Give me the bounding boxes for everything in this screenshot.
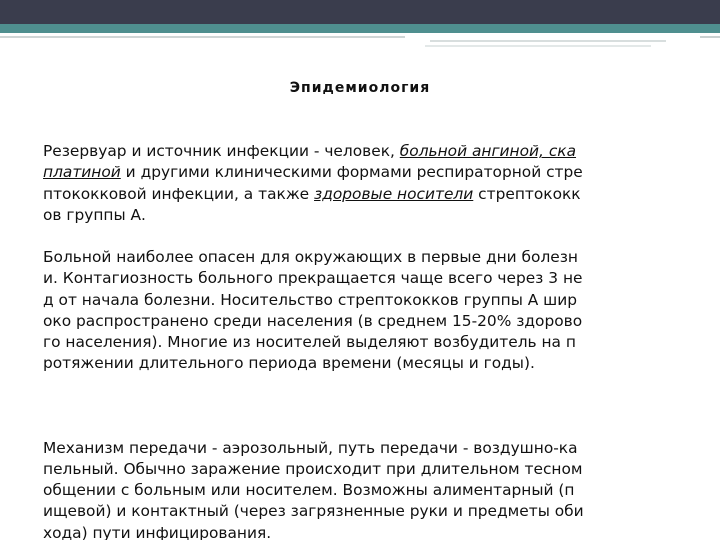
slide-body — [43, 120, 683, 540]
decorative-line — [700, 36, 720, 38]
header-band — [0, 0, 720, 24]
link-sick-patients[interactable]: больной ангиной, ска платиной — [43, 142, 577, 182]
text-segment: стрептококк ов группы А. — [43, 184, 581, 224]
teal-accent-band — [0, 24, 720, 33]
decorative-line — [430, 40, 666, 42]
paragraph-transmission: Механизм передачи - аэрозольный, путь передачи - воздушно-ка пельный. Обычно заражение происходит при длительном тесном общении с больным или носителем. Возможны алиментарный (п ищевой) и контактный (через загрязненные руки и предметы оби хода) пути инфицирования. — [43, 438, 584, 540]
slide-title: Эпидемиология — [289, 80, 431, 96]
paragraph-contagiousness: Больной наиболее опасен для окружающих в первые дни болезн и. Контагиозность больного прекращается чаще всего через 3 не д от начала болезни. Носительство стрептококков группы А шир око распространено среди населения (в среднем 15-20% здорово го населения). Многие из носителей выделяют возбудитель на п ротяжении длительного периода времени (месяцы и годы). — [43, 248, 583, 373]
link-healthy-carriers[interactable]: здоровые носители — [314, 184, 474, 203]
paragraph-spacer — [43, 396, 683, 417]
text-segment: Резервуар и источник инфекции - человек, — [43, 142, 400, 161]
text-segment: и другими клиническими формами респираторной стре птококковой инфекции, а также — [43, 163, 583, 203]
decorative-line — [425, 45, 651, 47]
paragraph-reservoir — [43, 141, 683, 226]
decorative-line — [0, 36, 405, 38]
